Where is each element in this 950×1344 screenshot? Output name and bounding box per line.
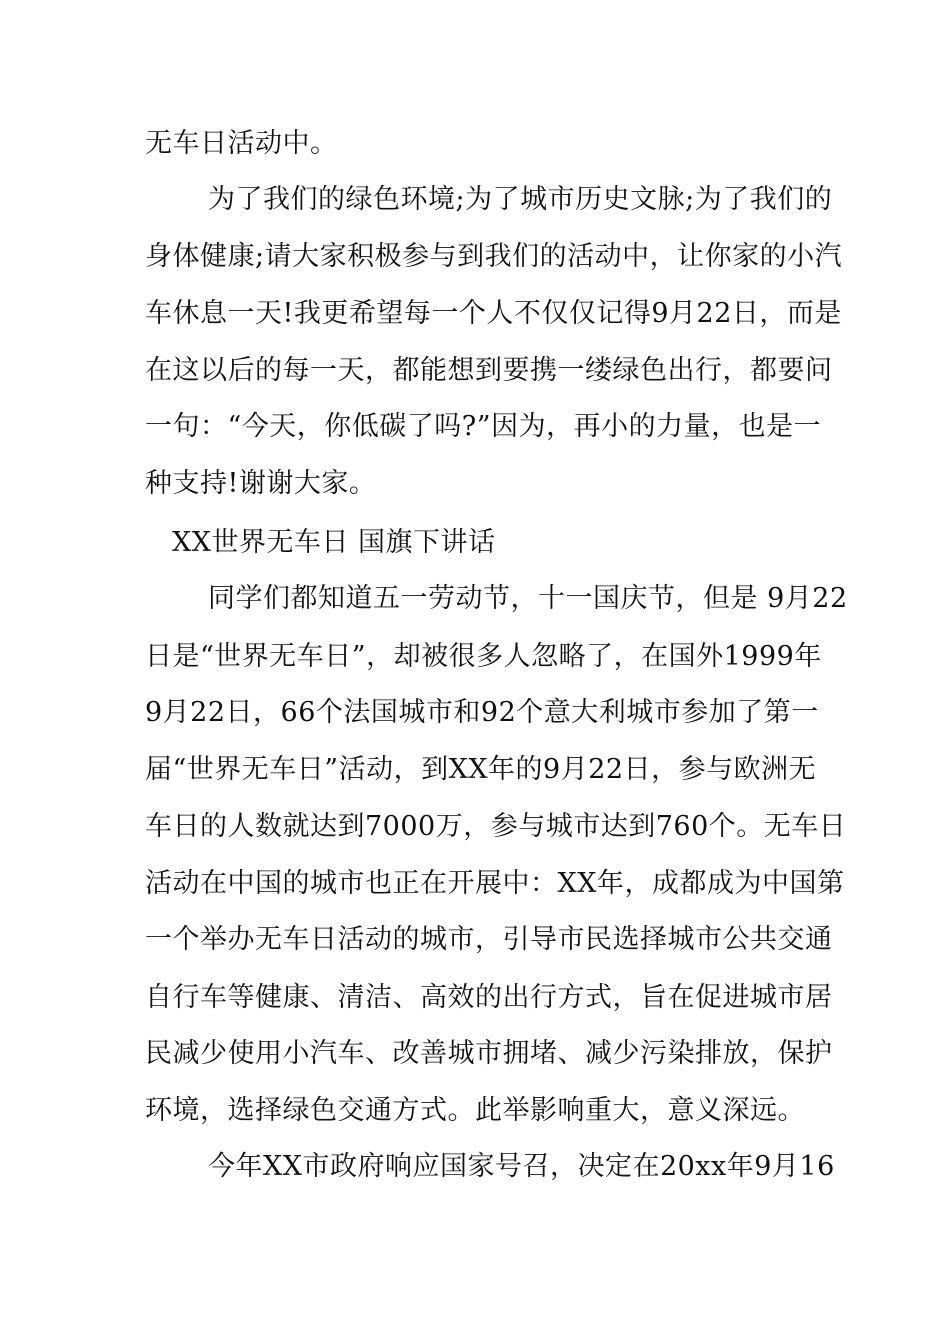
text-line: 9月22日，66个法国城市和92个意大利城市参加了第一 <box>145 697 819 728</box>
paragraph-first-line: 同学们都知道五一劳动节，十一国庆节，但是 9月22 <box>208 583 848 614</box>
text-line: 无车日活动中。 <box>145 128 338 159</box>
text-line: 车日的人数就达到7000万，参与城市达到760个。无车日 <box>145 811 847 842</box>
paragraph-first-line: 今年XX市政府响应国家号召，决定在20xx年9月16 <box>208 1151 835 1182</box>
text-line: 届“世界无车日”活动，到XX年的9月22日，参与欧洲无 <box>145 754 817 785</box>
paragraph-first-line: 为了我们的绿色环境;为了城市历史文脉;为了我们的 <box>208 184 833 215</box>
text-line: 活动在中国的城市也正在开展中：XX年，成都成为中国第 <box>145 868 845 899</box>
text-line: 环境，选择绿色交通方式。此举影响重大，意义深远。 <box>145 1095 805 1126</box>
section-heading: XX世界无车日 国旗下讲话 <box>172 527 496 558</box>
text-line: 种支持!谢谢大家。 <box>145 468 377 499</box>
text-line: 民减少使用小汽车、改善城市拥堵、减少污染排放，保护 <box>145 1038 833 1069</box>
text-line: 自行车等健康、清洁、高效的出行方式，旨在促进城市居 <box>145 982 833 1013</box>
text-line: 身体健康;请大家积极参与到我们的活动中，让你家的小汽 <box>145 241 843 272</box>
text-line: 车休息一天!我更希望每一个人不仅仅记得9月22日，而是 <box>145 298 842 329</box>
text-line: 日是“世界无车日”，却被很多人忽略了，在国外1999年 <box>145 641 822 672</box>
text-line: 一个举办无车日活动的城市，引导市民选择城市公共交通 <box>145 924 833 955</box>
text-line: 一句：“今天，你低碳了吗?”因为，再小的力量，也是一 <box>145 411 822 442</box>
text-line: 在这以后的每一天，都能想到要携一缕绿色出行，都要问 <box>145 355 833 386</box>
